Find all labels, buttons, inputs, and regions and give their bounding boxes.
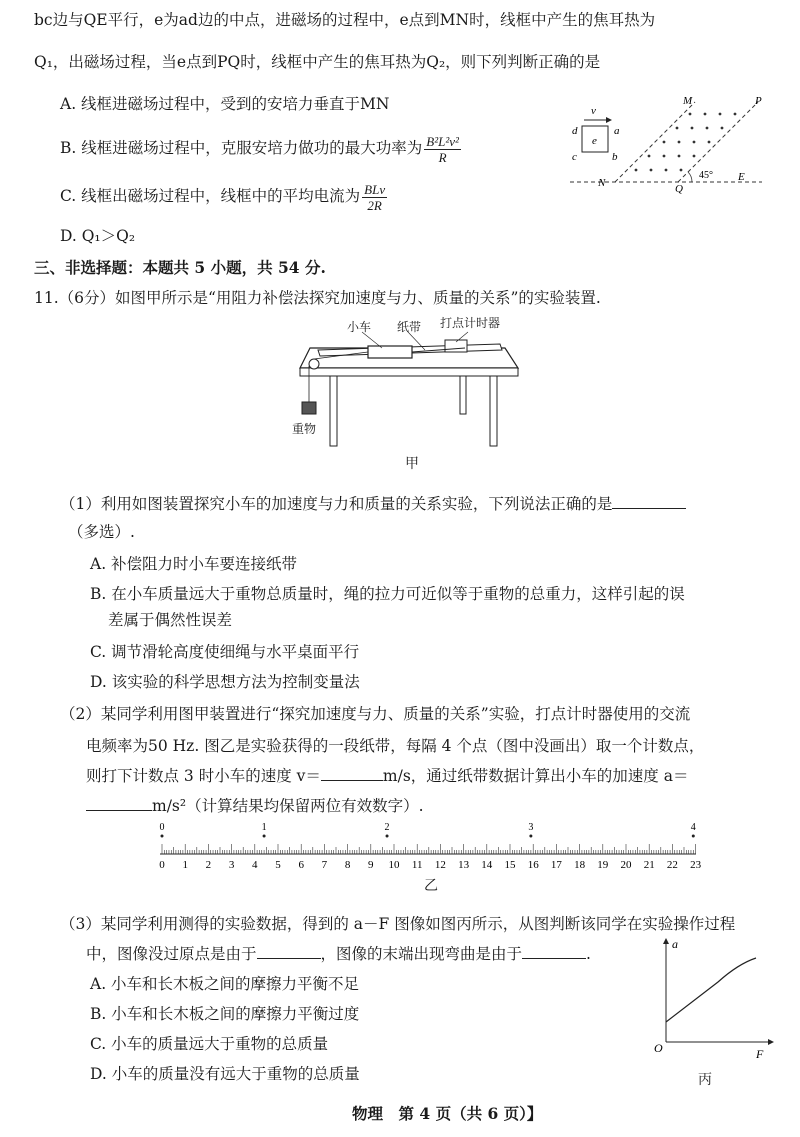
tape-point-dot — [161, 835, 164, 838]
q11-part3-option-a: A. 小车和长木板之间的摩擦力平衡不足 — [90, 975, 360, 993]
tape-point-label: 3 — [528, 822, 534, 833]
q10-option-b-denominator: R — [438, 149, 447, 165]
label-timer: 打点计时器 — [440, 316, 501, 330]
answer-blank-cause2[interactable] — [522, 944, 586, 959]
q11-part1-option-b-line2: 差属于偶然性误差 — [108, 611, 233, 629]
q11-part2-line3 — [86, 764, 688, 788]
q11-part3-option-b: B. 小车和长木板之间的摩擦力平衡过度 — [90, 1005, 360, 1023]
ruler-numbers — [159, 859, 701, 871]
velocity-arrowhead — [606, 117, 612, 123]
field-dots — [635, 113, 737, 172]
ruler-number: 4 — [252, 859, 258, 871]
ruler-number: 17 — [550, 859, 562, 871]
ruler-number: 20 — [620, 859, 632, 871]
ruler-number: 1 — [182, 859, 188, 871]
label-n: N — [598, 177, 606, 189]
q10-option-c-denominator: 2R — [367, 197, 382, 213]
q11-part2-velocity-text: 则打下计数点 3 时小车的速度 v＝ — [86, 767, 321, 785]
magnetic-field-figure — [560, 92, 770, 197]
q10-option-b-numerator: B²L²v² — [426, 133, 459, 149]
label-a: a — [614, 125, 620, 137]
q11-part3-cause1-text: 中，图像没过原点是由于 — [86, 945, 257, 963]
ruler-number: 9 — [368, 859, 374, 871]
ruler-number: 7 — [321, 859, 328, 871]
q11-part1-option-c: C. 调节滑轮高度使细绳与水平桌面平行 — [90, 643, 360, 661]
q10-option-b-fraction — [424, 134, 461, 165]
q11-part1-line2: （多选）. — [68, 523, 135, 541]
q10-option-c-numerator: BLv — [364, 181, 386, 197]
q11-part1-line1 — [60, 492, 686, 516]
label-v: v — [591, 105, 596, 117]
q10-option-d: D. Q₁＞Q₂ — [60, 227, 136, 245]
q11-part1-option-d: D. 该实验的科学思想方法为控制变量法 — [90, 673, 360, 691]
q11-part3-line1: （3）某同学利用测得的实验数据，得到的 a－F 图像如图丙所示，从图判断该同学在实验操作过程 — [60, 915, 736, 933]
q10-option-b — [60, 128, 463, 168]
angle-arc — [688, 172, 692, 182]
answer-blank-part1[interactable] — [612, 494, 686, 509]
graph-xlabel: F — [756, 1047, 764, 1061]
q10-line1: bc边与QE平行，e为ad边的中点，进磁场的过程中，e点到MN时，线框中产生的焦耳热为 — [34, 11, 656, 29]
a-f-graph — [648, 934, 778, 1064]
label-b: b — [612, 151, 618, 163]
cart — [368, 346, 412, 358]
q11-part1-stem: （1）利用如图装置探究小车的加速度与力和质量的关系实验，下列说法正确的是 — [60, 495, 613, 513]
ruler-number: 10 — [388, 859, 400, 871]
q11-part2-line4 — [86, 794, 424, 818]
ruler-number: 15 — [504, 859, 516, 871]
graph-ylabel: a — [672, 937, 678, 951]
ruler-number: 6 — [298, 859, 304, 871]
figure-caption-bing: 丙 — [698, 1072, 712, 1088]
q11-part3-cause2-text: ，图像的末端出现弯曲是由于 — [320, 945, 523, 963]
q10-line2: Q₁，出磁场过程，当e点到PQ时，线框中产生的焦耳热为Q₂，则下列判断正确的是 — [34, 53, 601, 71]
label-angle: 45° — [699, 170, 713, 181]
ruler-number: 18 — [574, 859, 586, 871]
ruler-number: 14 — [481, 859, 493, 871]
ruler-number: 8 — [344, 859, 351, 871]
q11-part2-accel-text: m/s，通过纸带数据计算出小车的加速度 a＝ — [382, 767, 689, 785]
label-p: P — [755, 95, 762, 107]
answer-blank-velocity[interactable] — [321, 766, 383, 781]
q11-part1-option-b-line1: B. 在小车质量远大于重物总质量时，绳的拉力可近似等于重物的总重力，这样引起的误 — [90, 585, 685, 603]
q11-part3-option-c: C. 小车的质量远大于重物的总质量 — [90, 1035, 329, 1053]
ruler-number: 5 — [275, 859, 281, 871]
label-d: d — [572, 125, 578, 137]
q11-part3-option-d: D. 小车的质量没有远大于重物的总质量 — [90, 1065, 360, 1083]
label-q: Q — [675, 183, 683, 195]
ruler-number: 3 — [228, 859, 235, 871]
tape-point-label: 4 — [690, 822, 696, 833]
label-c: c — [572, 151, 577, 163]
figure-caption-yi: 乙 — [424, 878, 438, 894]
q10-option-c — [60, 176, 389, 216]
table-leg — [460, 376, 466, 414]
label-e: e — [592, 135, 597, 147]
q11-part3-line2: 中，图像没过原点是由于 ，图像的末端出现弯曲是由于 . — [86, 945, 591, 963]
ruler-number: 12 — [434, 859, 446, 871]
ruler-ticks — [162, 844, 696, 854]
answer-blank-cause1[interactable] — [257, 944, 321, 959]
q11-part2-line1: （2）某同学利用图甲装置进行“探究加速度与力、质量的关系”实验，打点计时器使用的交流 — [60, 705, 691, 723]
tape-point-dot — [386, 835, 389, 838]
label-weight: 重物 — [292, 422, 317, 436]
tape-point-label: 1 — [261, 822, 267, 833]
graph-origin: O — [654, 1041, 663, 1055]
a-f-curve — [666, 958, 756, 1022]
section-3-header: 三、非选择题：本题共 5 小题，共 54 分. — [34, 258, 326, 277]
ruler-number: 13 — [458, 859, 470, 871]
boundary-mn — [615, 102, 695, 182]
q11-part2-line2: 电频率为50 Hz. 图乙是实验获得的一段纸带，每隔 4 个点（图中没画出）取一个计数点， — [86, 737, 705, 755]
tape-point-dot — [692, 835, 695, 838]
pulley — [309, 359, 319, 369]
q10-option-b-text: B. 线框进磁场过程中，克服安培力做功的最大功率为 — [60, 139, 423, 157]
q10-option-a: A. 线框进磁场过程中，受到的安培力垂直于MN — [60, 95, 390, 113]
ruler-number: 23 — [690, 859, 702, 871]
figure-caption-jia: 甲 — [405, 456, 419, 472]
ruler-number: 0 — [159, 859, 165, 871]
table-leg — [330, 376, 337, 446]
q11-part2-unit-text: m/s²（计算结果均保留两位有效数字）. — [152, 797, 424, 815]
label-tape: 纸带 — [397, 320, 422, 334]
answer-blank-acceleration[interactable] — [86, 796, 152, 811]
tape-counting-points — [160, 822, 696, 838]
ruler-number: 11 — [411, 859, 423, 871]
tape-point-dot — [529, 835, 532, 838]
q10-option-c-text: C. 线框出磁场过程中，线框中的平均电流为 — [60, 187, 361, 205]
q10-option-c-fraction — [362, 182, 387, 213]
label-cart: 小车 — [347, 320, 372, 334]
table-leg — [490, 376, 497, 446]
ruler-number: 16 — [527, 859, 539, 871]
ruler-number: 2 — [205, 859, 212, 871]
label-e-boundary: E — [738, 171, 745, 183]
q11-intro: 11.（6分）如图甲所示是“用阻力补偿法探究加速度与力、质量的关系”的实验装置. — [34, 289, 601, 307]
ruler-number: 22 — [666, 859, 678, 871]
ruler-number: 21 — [643, 859, 655, 871]
q11-part1-option-a: A. 补偿阻力时小车要连接纸带 — [90, 555, 298, 573]
tape-point-label: 2 — [384, 822, 390, 833]
ruler-tape-figure — [150, 818, 710, 878]
tape-point-label: 0 — [159, 822, 165, 833]
page-footer: 物理 第 4 页（共 6 页）】 — [352, 1104, 543, 1123]
table-edge — [300, 368, 518, 376]
ruler-number: 19 — [597, 859, 609, 871]
label-m: M — [683, 95, 693, 107]
hanging-weight — [302, 402, 316, 414]
tape-point-dot — [263, 835, 266, 838]
